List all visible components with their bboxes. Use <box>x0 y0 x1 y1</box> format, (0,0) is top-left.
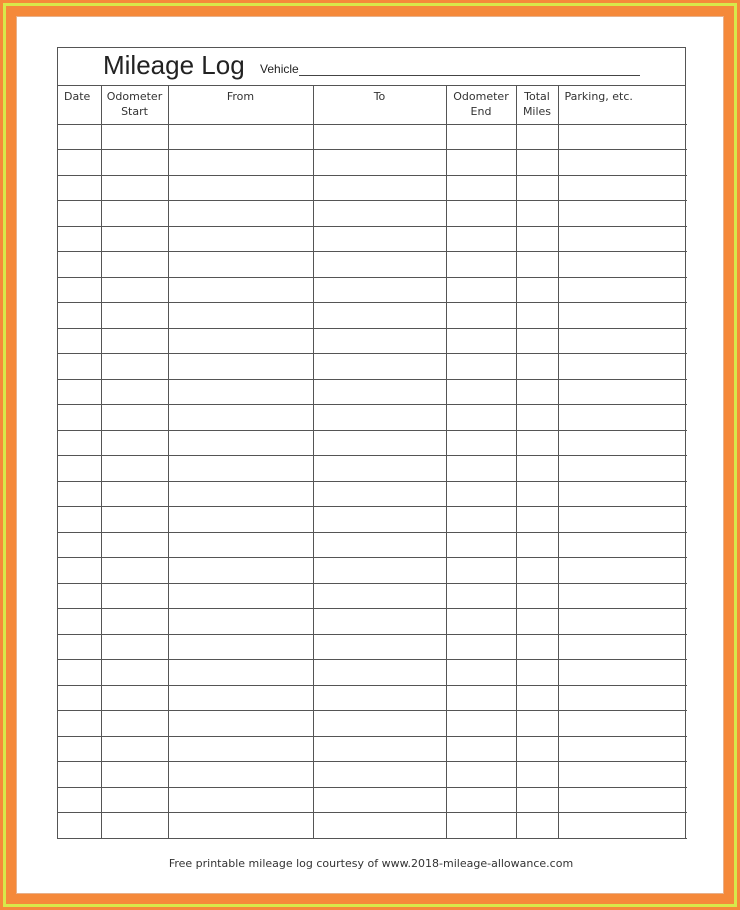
cell-date[interactable] <box>58 354 101 380</box>
cell-to[interactable] <box>313 711 446 737</box>
cell-odometer-start[interactable] <box>101 532 168 558</box>
cell-parking[interactable] <box>558 277 687 303</box>
cell-odometer-start[interactable] <box>101 277 168 303</box>
cell-from[interactable] <box>168 583 313 609</box>
cell-to[interactable] <box>313 405 446 431</box>
table-row <box>58 456 687 482</box>
cell-from[interactable] <box>168 685 313 711</box>
cell-odometer-start[interactable] <box>101 481 168 507</box>
cell-total-miles[interactable] <box>516 456 558 482</box>
cell-to[interactable] <box>313 762 446 788</box>
column-header-odometer-start: Odometer Start <box>101 86 168 124</box>
cell-parking[interactable] <box>558 201 687 227</box>
cell-from[interactable] <box>168 481 313 507</box>
cell-odometer-end[interactable] <box>446 787 516 813</box>
table-body <box>58 124 687 838</box>
cell-date[interactable] <box>58 379 101 405</box>
cell-odometer-start[interactable] <box>101 456 168 482</box>
table-row <box>58 201 687 227</box>
cell-from[interactable] <box>168 736 313 762</box>
cell-from[interactable] <box>168 430 313 456</box>
table-row <box>58 175 687 201</box>
cell-total-miles[interactable] <box>516 813 558 839</box>
table-row <box>58 303 687 329</box>
table-row <box>58 558 687 584</box>
cell-from[interactable] <box>168 175 313 201</box>
table-row <box>58 150 687 176</box>
table-row <box>58 583 687 609</box>
table-row <box>58 481 687 507</box>
cell-to[interactable] <box>313 303 446 329</box>
cell-date[interactable] <box>58 150 101 176</box>
cell-date[interactable] <box>58 813 101 839</box>
cell-odometer-end[interactable] <box>446 430 516 456</box>
cell-from[interactable] <box>168 277 313 303</box>
cell-odometer-end[interactable] <box>446 609 516 635</box>
cell-odometer-end[interactable] <box>446 379 516 405</box>
cell-from[interactable] <box>168 634 313 660</box>
cell-odometer-start[interactable] <box>101 609 168 635</box>
cell-date[interactable] <box>58 685 101 711</box>
cell-from[interactable] <box>168 558 313 584</box>
table-row <box>58 124 687 150</box>
cell-odometer-start[interactable] <box>101 175 168 201</box>
cell-odometer-end[interactable] <box>446 303 516 329</box>
cell-from[interactable] <box>168 609 313 635</box>
cell-odometer-end[interactable] <box>446 175 516 201</box>
cell-odometer-end[interactable] <box>446 481 516 507</box>
cell-odometer-end[interactable] <box>446 201 516 227</box>
cell-from[interactable] <box>168 405 313 431</box>
cell-to[interactable] <box>313 354 446 380</box>
cell-from[interactable] <box>168 507 313 533</box>
cell-total-miles[interactable] <box>516 609 558 635</box>
cell-date[interactable] <box>58 456 101 482</box>
cell-date[interactable] <box>58 660 101 686</box>
table-row <box>58 634 687 660</box>
cell-parking[interactable] <box>558 532 687 558</box>
table-row <box>58 762 687 788</box>
cell-total-miles[interactable] <box>516 583 558 609</box>
cell-from[interactable] <box>168 762 313 788</box>
cell-to[interactable] <box>313 252 446 278</box>
cell-parking[interactable] <box>558 481 687 507</box>
cell-odometer-start[interactable] <box>101 124 168 150</box>
cell-odometer-start[interactable] <box>101 226 168 252</box>
cell-to[interactable] <box>313 150 446 176</box>
cell-date[interactable] <box>58 609 101 635</box>
cell-to[interactable] <box>313 430 446 456</box>
cell-odometer-start[interactable] <box>101 762 168 788</box>
cell-to[interactable] <box>313 201 446 227</box>
cell-date[interactable] <box>58 558 101 584</box>
cell-total-miles[interactable] <box>516 124 558 150</box>
cell-total-miles[interactable] <box>516 660 558 686</box>
cell-date[interactable] <box>58 532 101 558</box>
cell-odometer-end[interactable] <box>446 634 516 660</box>
cell-parking[interactable] <box>558 711 687 737</box>
footer-credit: Free printable mileage log courtesy of www.2018-mileage-allowance.com <box>168 857 574 870</box>
cell-date[interactable] <box>58 328 101 354</box>
cell-total-miles[interactable] <box>516 201 558 227</box>
cell-parking[interactable] <box>558 507 687 533</box>
table-row <box>58 532 687 558</box>
page-title: Mileage Log <box>103 50 245 80</box>
cell-date[interactable] <box>58 481 101 507</box>
cell-parking[interactable] <box>558 558 687 584</box>
cell-parking[interactable] <box>558 787 687 813</box>
cell-parking[interactable] <box>558 379 687 405</box>
vehicle-label: Vehicle <box>260 62 299 76</box>
cell-parking[interactable] <box>558 813 687 839</box>
cell-to[interactable] <box>313 685 446 711</box>
cell-odometer-start[interactable] <box>101 354 168 380</box>
cell-odometer-end[interactable] <box>446 150 516 176</box>
cell-total-miles[interactable] <box>516 685 558 711</box>
cell-total-miles[interactable] <box>516 226 558 252</box>
cell-parking[interactable] <box>558 150 687 176</box>
cell-odometer-start[interactable] <box>101 252 168 278</box>
column-header-parking: Parking, etc. <box>558 86 687 124</box>
cell-odometer-start[interactable] <box>101 507 168 533</box>
cell-odometer-end[interactable] <box>446 736 516 762</box>
cell-odometer-end[interactable] <box>446 558 516 584</box>
cell-odometer-start[interactable] <box>101 558 168 584</box>
cell-to[interactable] <box>313 532 446 558</box>
cell-odometer-end[interactable] <box>446 328 516 354</box>
cell-odometer-end[interactable] <box>446 532 516 558</box>
cell-from[interactable] <box>168 226 313 252</box>
cell-to[interactable] <box>313 379 446 405</box>
mileage-table <box>58 86 687 839</box>
cell-parking[interactable] <box>558 430 687 456</box>
cell-date[interactable] <box>58 405 101 431</box>
cell-from[interactable] <box>168 379 313 405</box>
cell-total-miles[interactable] <box>516 430 558 456</box>
table-row <box>58 736 687 762</box>
cell-parking[interactable] <box>558 609 687 635</box>
cell-odometer-start[interactable] <box>101 303 168 329</box>
cell-total-miles[interactable] <box>516 787 558 813</box>
cell-to[interactable] <box>313 609 446 635</box>
table-row <box>58 813 687 839</box>
cell-odometer-start[interactable] <box>101 787 168 813</box>
cell-to[interactable] <box>313 124 446 150</box>
vehicle-fill-line[interactable] <box>299 75 640 76</box>
cell-parking[interactable] <box>558 124 687 150</box>
cell-total-miles[interactable] <box>516 252 558 278</box>
cell-total-miles[interactable] <box>516 762 558 788</box>
cell-total-miles[interactable] <box>516 736 558 762</box>
cell-odometer-end[interactable] <box>446 507 516 533</box>
cell-parking[interactable] <box>558 456 687 482</box>
cell-to[interactable] <box>313 456 446 482</box>
title-row <box>58 48 685 86</box>
cell-total-miles[interactable] <box>516 328 558 354</box>
cell-parking[interactable] <box>558 405 687 431</box>
cell-from[interactable] <box>168 328 313 354</box>
column-header-total-miles: Total Miles <box>516 86 558 124</box>
cell-odometer-end[interactable] <box>446 660 516 686</box>
cell-odometer-start[interactable] <box>101 685 168 711</box>
cell-odometer-end[interactable] <box>446 226 516 252</box>
cell-date[interactable] <box>58 787 101 813</box>
cell-odometer-end[interactable] <box>446 456 516 482</box>
cell-to[interactable] <box>313 736 446 762</box>
printable-page <box>16 16 724 894</box>
cell-parking[interactable] <box>558 660 687 686</box>
cell-parking[interactable] <box>558 252 687 278</box>
cell-parking[interactable] <box>558 328 687 354</box>
cell-total-miles[interactable] <box>516 354 558 380</box>
cell-odometer-end[interactable] <box>446 354 516 380</box>
cell-parking[interactable] <box>558 226 687 252</box>
cell-from[interactable] <box>168 124 313 150</box>
cell-odometer-end[interactable] <box>446 583 516 609</box>
table-row <box>58 787 687 813</box>
cell-odometer-start[interactable] <box>101 634 168 660</box>
cell-odometer-end[interactable] <box>446 124 516 150</box>
cell-to[interactable] <box>313 175 446 201</box>
table-row <box>58 660 687 686</box>
table-row <box>58 379 687 405</box>
cell-date[interactable] <box>58 762 101 788</box>
cell-to[interactable] <box>313 558 446 584</box>
cell-total-miles[interactable] <box>516 634 558 660</box>
mileage-log-sheet <box>57 47 686 839</box>
cell-total-miles[interactable] <box>516 303 558 329</box>
cell-from[interactable] <box>168 252 313 278</box>
table-row <box>58 609 687 635</box>
cell-from[interactable] <box>168 711 313 737</box>
cell-total-miles[interactable] <box>516 150 558 176</box>
cell-to[interactable] <box>313 634 446 660</box>
table-row <box>58 226 687 252</box>
cell-from[interactable] <box>168 813 313 839</box>
cell-total-miles[interactable] <box>516 277 558 303</box>
cell-date[interactable] <box>58 201 101 227</box>
cell-odometer-start[interactable] <box>101 150 168 176</box>
cell-from[interactable] <box>168 532 313 558</box>
cell-total-miles[interactable] <box>516 711 558 737</box>
table-row <box>58 711 687 737</box>
cell-odometer-start[interactable] <box>101 328 168 354</box>
cell-odometer-end[interactable] <box>446 711 516 737</box>
cell-date[interactable] <box>58 124 101 150</box>
cell-from[interactable] <box>168 660 313 686</box>
cell-odometer-end[interactable] <box>446 405 516 431</box>
cell-total-miles[interactable] <box>516 558 558 584</box>
cell-to[interactable] <box>313 481 446 507</box>
cell-date[interactable] <box>58 252 101 278</box>
cell-odometer-start[interactable] <box>101 736 168 762</box>
cell-odometer-start[interactable] <box>101 201 168 227</box>
cell-date[interactable] <box>58 226 101 252</box>
cell-to[interactable] <box>313 277 446 303</box>
cell-parking[interactable] <box>558 634 687 660</box>
cell-from[interactable] <box>168 354 313 380</box>
cell-parking[interactable] <box>558 354 687 380</box>
cell-odometer-end[interactable] <box>446 762 516 788</box>
cell-date[interactable] <box>58 175 101 201</box>
cell-parking[interactable] <box>558 175 687 201</box>
table-row <box>58 328 687 354</box>
table-row <box>58 277 687 303</box>
cell-date[interactable] <box>58 303 101 329</box>
column-header-date: Date <box>58 86 101 124</box>
cell-odometer-start[interactable] <box>101 379 168 405</box>
table-row <box>58 252 687 278</box>
table-row <box>58 405 687 431</box>
cell-odometer-start[interactable] <box>101 813 168 839</box>
cell-total-miles[interactable] <box>516 532 558 558</box>
cell-odometer-start[interactable] <box>101 660 168 686</box>
cell-odometer-start[interactable] <box>101 405 168 431</box>
cell-odometer-end[interactable] <box>446 277 516 303</box>
cell-from[interactable] <box>168 456 313 482</box>
cell-odometer-start[interactable] <box>101 583 168 609</box>
table-row <box>58 507 687 533</box>
cell-parking[interactable] <box>558 762 687 788</box>
cell-parking[interactable] <box>558 583 687 609</box>
cell-odometer-end[interactable] <box>446 252 516 278</box>
table-header-row <box>58 86 687 124</box>
cell-date[interactable] <box>58 430 101 456</box>
cell-total-miles[interactable] <box>516 379 558 405</box>
column-header-odometer-end: Odometer End <box>446 86 516 124</box>
table-row <box>58 354 687 380</box>
cell-total-miles[interactable] <box>516 175 558 201</box>
cell-odometer-end[interactable] <box>446 813 516 839</box>
cell-from[interactable] <box>168 201 313 227</box>
cell-date[interactable] <box>58 711 101 737</box>
cell-from[interactable] <box>168 303 313 329</box>
column-header-from: From <box>168 86 313 124</box>
cell-to[interactable] <box>313 226 446 252</box>
cell-date[interactable] <box>58 634 101 660</box>
cell-odometer-start[interactable] <box>101 711 168 737</box>
cell-to[interactable] <box>313 660 446 686</box>
cell-total-miles[interactable] <box>516 507 558 533</box>
cell-to[interactable] <box>313 787 446 813</box>
cell-to[interactable] <box>313 583 446 609</box>
cell-parking[interactable] <box>558 303 687 329</box>
cell-date[interactable] <box>58 583 101 609</box>
cell-total-miles[interactable] <box>516 405 558 431</box>
cell-parking[interactable] <box>558 685 687 711</box>
cell-total-miles[interactable] <box>516 481 558 507</box>
cell-to[interactable] <box>313 813 446 839</box>
cell-date[interactable] <box>58 507 101 533</box>
cell-odometer-end[interactable] <box>446 685 516 711</box>
cell-date[interactable] <box>58 736 101 762</box>
cell-to[interactable] <box>313 507 446 533</box>
table-row <box>58 685 687 711</box>
cell-date[interactable] <box>58 277 101 303</box>
cell-parking[interactable] <box>558 736 687 762</box>
cell-to[interactable] <box>313 328 446 354</box>
cell-odometer-start[interactable] <box>101 430 168 456</box>
column-header-to: To <box>313 86 446 124</box>
cell-from[interactable] <box>168 787 313 813</box>
cell-from[interactable] <box>168 150 313 176</box>
table-row <box>58 430 687 456</box>
